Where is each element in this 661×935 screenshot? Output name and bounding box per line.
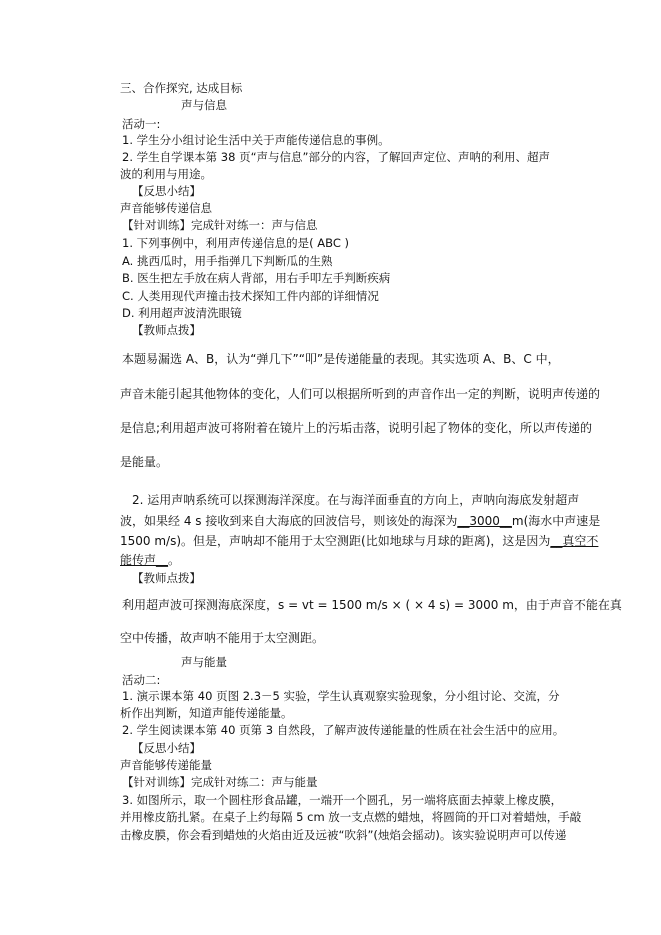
- q2-line2-text: 波，如果经 4 s 接收到来自大海底的回波信号，则该处的海深为: [120, 514, 458, 528]
- question-2-line1: 2. 运用声呐系统可以探测海洋深度。在与海洋面垂直的方向上，声呐向海底发射超声: [132, 493, 580, 507]
- activity2-item1: 1. 演示课本第 40 页图 2.3－5 实验，学生认真观察实验现象，分小组讨论、交流，分: [122, 689, 560, 703]
- activity2-item1-cont: 析作出判断，知道声能传递能量。: [120, 706, 293, 720]
- train2-label: 【针对训练】完成针对练二：声与能量: [122, 775, 318, 789]
- question-1: 1. 下列事例中，利用声传递信息的是( ABC ): [122, 236, 349, 250]
- option-b: B. 医生把左手放在病人背部，用右手叩左手判断疾病: [122, 271, 391, 285]
- activity1-item2-cont: 波的利用与用途。: [120, 167, 212, 181]
- reflect1-label: 【反思小结】: [132, 184, 201, 198]
- activity2-item2: 2. 学生阅读课本第 40 页第 3 自然段，了解声波传递能量的性质在社会生活中的应用。: [122, 723, 565, 737]
- tip1-para-line1: 本题易漏选 A、B，认为“弹几下”“叩”是传递能量的表现。其实选项 A、B、C 中，: [122, 352, 560, 366]
- option-d: D. 利用超声波清洗眼镜: [122, 306, 242, 320]
- activity1-label: 活动一:: [122, 117, 161, 131]
- question-3-line1: 3. 如图所示，取一个圆柱形食品罐，一端开一个圆孔，另一端将底面去掉蒙上橡皮膜，: [122, 793, 563, 807]
- activity1-item1: 1. 学生分小组讨论生活中关于声能传递信息的事例。: [122, 133, 390, 147]
- tip1-label: 【教师点拨】: [132, 323, 201, 337]
- q2-answer-depth: __3000__: [457, 514, 512, 528]
- subsection-title-energy: 声与能量: [181, 655, 227, 669]
- q2-line4-tail: 。: [168, 553, 181, 567]
- tip2-para-line1: 利用超声波可探测海底深度，s = vt = 1500 m/s × ( × 4 s) = 3000 m，由于声音不能在真: [122, 598, 622, 612]
- question-2-line4: [120, 552, 180, 568]
- q2-line3-text: 1500 m/s)。但是，声呐却不能用于太空测距(比如地球与月球的距离)，这是因为: [120, 534, 551, 548]
- activity2-label: 活动二:: [122, 673, 161, 687]
- q2-answer-reason-cont: 能传声__: [120, 553, 169, 567]
- tip2-label: 【教师点拨】: [132, 571, 201, 585]
- reflect2-label: 【反思小结】: [132, 741, 201, 755]
- tip1-para-line4: 是能量。: [120, 455, 169, 469]
- reflect2-text: 声音能够传递能量: [120, 758, 212, 772]
- question-2-line2: [120, 513, 600, 529]
- subsection-title-info: 声与信息: [181, 98, 227, 112]
- tip2-para-line2: 空中传播，故声呐不能用于太空测距。: [120, 631, 325, 645]
- tip1-para-line2: 声音未能引起其他物体的变化，人们可以根据所听到的声音作出一定的判断，说明声传递的: [120, 387, 601, 401]
- reflect1-text: 声音能够传递信息: [120, 201, 212, 215]
- activity1-item2: 2. 学生自学课本第 38 页“声与信息”部分的内容，了解回声定位、声呐的利用、超声: [122, 150, 550, 164]
- q2-answer-reason: __真空不: [550, 534, 599, 548]
- train1-label: 【针对训练】完成针对练一：声与信息: [122, 218, 318, 232]
- section-title: 三、合作探究, 达成目标: [120, 81, 243, 95]
- option-c: C. 人类用现代声撞击技术探知工件内部的详细情况: [122, 289, 379, 303]
- option-a: A. 挑西瓜时，用手指弹几下判断瓜的生熟: [122, 254, 333, 268]
- question-3-line2: 并用橡皮筋扎紧。在桌子上约每隔 5 cm 放一支点燃的蜡烛，将圆筒的开口对着蜡烛，手敲: [120, 810, 582, 824]
- q2-line2-tail: m(海水中声速是: [511, 514, 601, 528]
- question-3-line3: 击橡皮膜，你会看到蜡烛的火焰由近及远被“吹斜”(烛焰会摇动)。该实验说明声可以传递: [120, 828, 567, 842]
- question-2-line3: [120, 533, 598, 549]
- tip1-para-line3: 是信息;利用超声波可将附着在镜片上的污垢击落，说明引起了物体的变化，所以声传递的: [120, 421, 593, 435]
